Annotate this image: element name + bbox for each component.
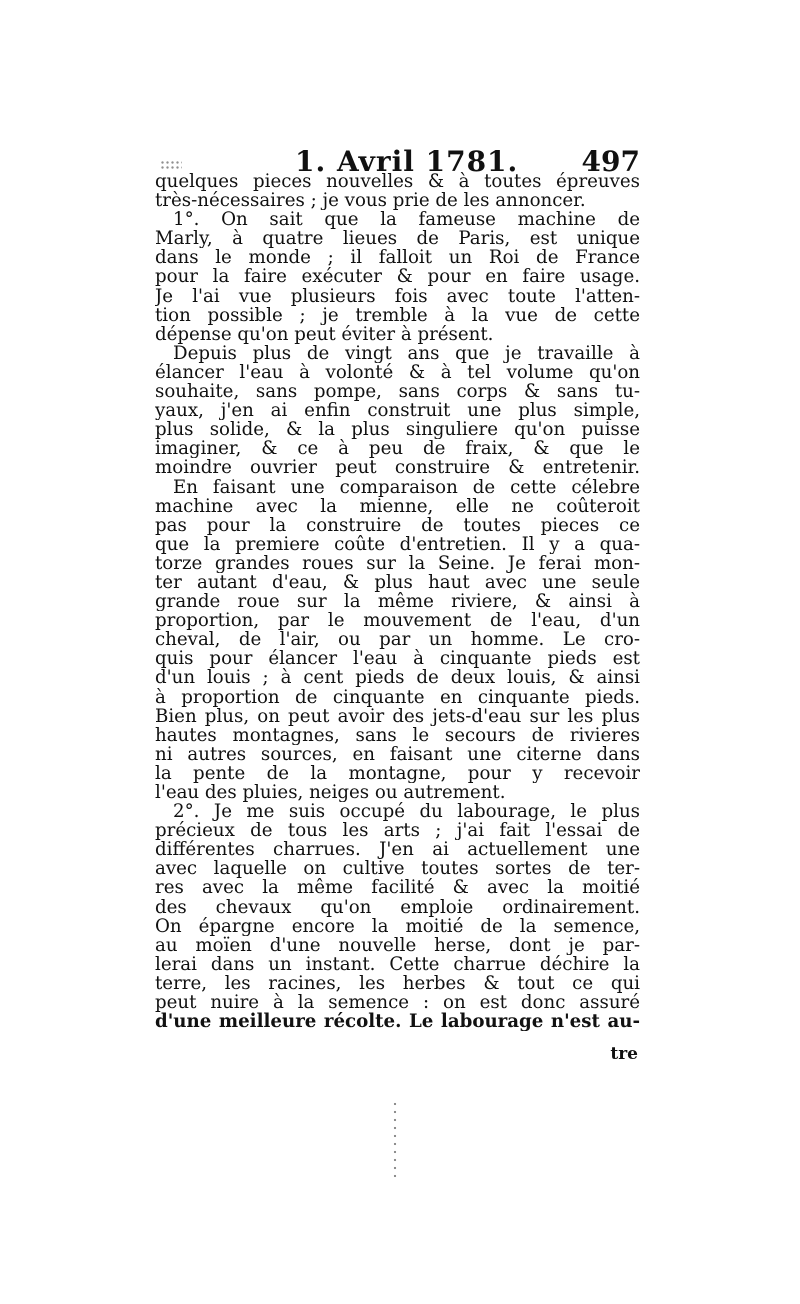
text-line: dans le monde ; il falloit un Roi de France	[155, 248, 640, 268]
page-number: 497	[581, 145, 640, 178]
text-line: ter autant d'eau, & plus haut avec une seule	[155, 572, 640, 593]
text-line: proportion, par le mouvement de l'eau, d'un	[155, 611, 640, 631]
text-line: au moïen d'une nouvelle herse, dont je par-	[155, 935, 640, 955]
text-line: à proportion de cinquante en cinquante pieds.	[155, 687, 640, 707]
text-line: d'une meilleure récolte. Le labourage n'est au-	[155, 1012, 640, 1032]
text-line: différentes charrues. J'en ai actuellement une	[155, 840, 640, 860]
text-line: l'eau des pluies, neiges ou autrement.	[155, 783, 506, 803]
text-line: Bien plus, on peut avoir des jets-d'eau sur les plus	[155, 706, 640, 726]
text-line: d'un louis ; à cent pieds de deux louis, & ainsi	[155, 668, 640, 688]
margin-dots	[392, 1100, 398, 1180]
text-line: yaux, j'en ai enfin construit une plus simple,	[155, 401, 640, 421]
paragraph-start: 2°. Je me suis occupé du labourage, le plus	[173, 802, 640, 822]
text-line: plus solide, & la plus singuliere qu'on puisse	[155, 420, 640, 440]
text-line: dépense qu'on peut éviter à présent.	[155, 324, 494, 344]
text-line: machine avec la mienne, elle ne coûteroit	[155, 496, 640, 516]
text-line: terre, les racines, les herbes & tout ce qui	[155, 973, 640, 994]
text-line: souhaite, sans pompe, sans corps & sans tu-	[155, 382, 640, 402]
text-line: hautes montagnes, sans le secours de rivieres	[155, 725, 640, 745]
running-head	[150, 145, 640, 178]
text-line: des chevaux qu'on emploie ordinairement.	[155, 897, 640, 917]
text-line: cheval, de l'air, ou par un homme. Le cro-	[155, 630, 640, 650]
text-line: moindre ouvrier peut construire & entretenir.	[155, 458, 640, 478]
text-line: peut nuire à la semence : on est donc assuré	[155, 993, 640, 1013]
text-line: pas pour la construire de toutes pieces ce	[155, 515, 640, 535]
text-line: pour la faire exécuter & pour en faire usage.	[155, 267, 640, 287]
catchword: tre	[610, 1044, 638, 1064]
text-line: Je l'ai vue plusieurs fois avec toute l'atten-	[155, 286, 640, 306]
text-line: quelques pieces nouvelles & à toutes épreuves	[155, 172, 640, 192]
running-head-date: 1. Avril 1781.	[295, 145, 519, 178]
text-line: précieux de tous les arts ; j'ai fait l'essai de	[155, 821, 640, 841]
text-line: avec laquelle on cultive toutes sortes de ter-	[155, 859, 640, 879]
text-line: élancer l'eau à volonté & à tel volume qu'on	[155, 362, 640, 383]
text-line: imaginer, & ce à peu de fraix, & que le	[155, 439, 640, 459]
text-line: la pente de la montagne, pour y recevoir	[155, 763, 640, 783]
text-line: très-nécessaires ; je vous prie de les annoncer.	[155, 191, 586, 211]
paragraph-start: En faisant une comparaison de cette célebre	[173, 477, 640, 497]
text-line: que la premiere coûte d'entretien. Il y a qua-	[155, 534, 640, 554]
text-line: grande roue sur la même riviere, & ainsi à	[155, 592, 640, 612]
paragraph-start: Depuis plus de vingt ans que je travaille à	[173, 343, 640, 363]
text-line: torze grandes roues sur la Seine. Je ferai mon-	[155, 553, 640, 573]
paragraph-start: 1°. On sait que la fameuse machine de	[173, 210, 640, 230]
body-text	[155, 172, 640, 1031]
text-line: ni autres sources, en faisant une citerne dans	[155, 744, 640, 764]
text-line: lerai dans un instant. Cette charrue déchire la	[155, 954, 640, 974]
text-line: On épargne encore la moitié de la semence,	[155, 916, 640, 936]
text-line: tion possible ; je tremble à la vue de cette	[155, 305, 640, 325]
text-line: Marly, à quatre lieues de Paris, est unique	[155, 229, 640, 249]
text-line: res avec la même facilité & avec la moitié	[155, 878, 640, 898]
text-line: quis pour élancer l'eau à cinquante pieds est	[155, 649, 640, 669]
